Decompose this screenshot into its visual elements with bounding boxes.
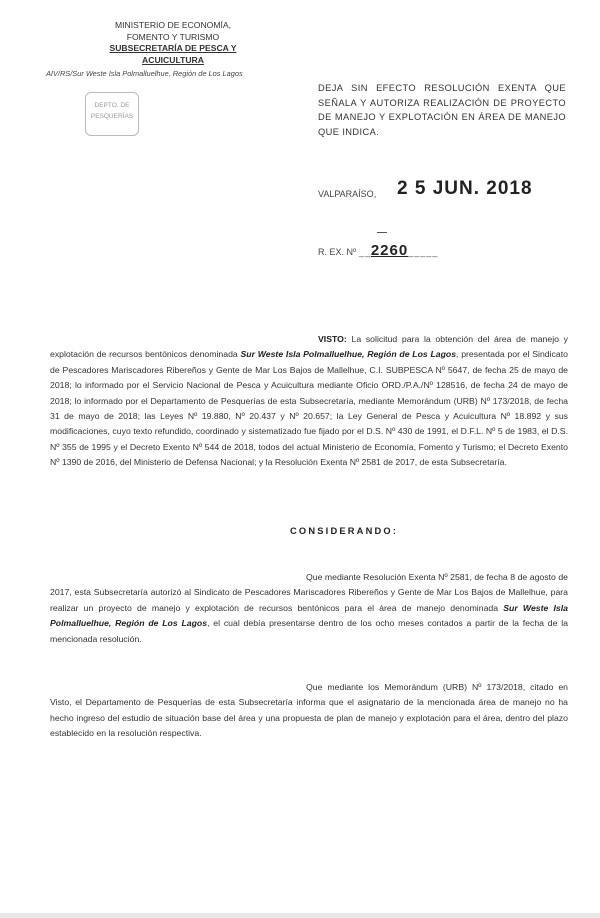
page-edge [0, 913, 600, 918]
considerando-paragraph-2 [50, 680, 568, 742]
considerando-paragraph-1 [50, 570, 568, 647]
number-tick-mark [377, 232, 387, 233]
stamp-line: PESQUERÍAS [90, 113, 134, 120]
place-label: VALPARAÍSO, [318, 189, 377, 199]
ministry-subtitle: FOMENTO Y TURISMO [126, 31, 220, 42]
resolution-title: DEJA SIN EFECTO RESOLUCIÓN EXENTA QUE SEÑALA Y AUTORIZA REALIZACIÓN DE PROYECTO DE MANEJO Y EXPLOTACIÓN EN ÁREA DE MANEJO QUE INDICA. [318, 83, 566, 137]
resolution-number: 2260 [370, 242, 409, 259]
considerando-text-2: Que mediante los Memorándum (URB) Nº 173/2018, citado en Visto, el Departamento de Pesquerías de esta Subsecretaría informa que el asignatario de la mencionada área de manejo no ha hecho ingreso del estudio de situación base del área y una propuesta de plan de manejo y explotación para el área, dentro del plazo establecido en la resolución respectiva. [50, 682, 568, 739]
visto-paragraph [50, 332, 568, 471]
area-name: Sur Weste Isla Polmalluelhue, Región de Los Lagos [50, 602, 569, 629]
considerando-text-1b: , el cual debía presentarse dentro de los ocho meses contados a partir de la fecha de la mencionada resolución. [50, 618, 569, 644]
trailing-dash: _____ [408, 247, 439, 257]
ministry-header [88, 20, 258, 66]
leading-dash: __ [358, 247, 371, 257]
department-stamp [85, 92, 139, 136]
area-name: Sur Weste Isla Polmalluelhue, Región de Los Lagos [240, 349, 457, 360]
subsecretary-name: SUBSECRETARÍA DE PESCA Y ACUICULTURA [109, 43, 237, 65]
considerando-text-1a: Que mediante Resolución Exenta Nº 2581, de fecha 8 de agosto de 2017, esta Subsecretaría autorizó al Sindicato de Pescadores Mariscadores Ribereños y Gente de Mar Los Bajos de Mallelhue, para realizar un proyecto de manejo y explotación de recursos bentónicos para el área de manejo denominada [50, 572, 568, 613]
considerando-heading: CONSIDERANDO: [290, 526, 399, 536]
reference-initials: AIV/RS/Sur Weste Isla Polmalluelhue, Región de Los Lagos [46, 69, 243, 78]
stamp-line: DEPTO. DE [94, 102, 130, 109]
visto-label: VISTO: [318, 334, 347, 344]
resolution-number-line [318, 242, 438, 259]
resolution-date: 2 5 JUN. 2018 [397, 178, 533, 199]
visto-text-1: La solicitud para la obtención del área de manejo y explotación de recursos bentónicos denominada [50, 334, 568, 360]
ministry-name: MINISTERIO DE ECONOMÍA, [114, 20, 232, 30]
resolution-prefix: R. EX. Nº [318, 247, 357, 257]
visto-text-2: , presentada por el Sindicato de Pescadores Mariscadores Ribereños y Gente de Mar Los Bajos de Mallelhue, C.I. SUBPESCA Nº 5647, de fecha 25 de mayo de 2018; lo informado por el Servicio Nacional de Pesca y Acuicultura mediante Oficio ORD./P.A./Nº 128516, de fecha 24 de mayo de 2018; lo informado por el Departamento de Pesquerías de esta Subsecretaría, mediante Memorándum (URB) Nº 173/2018, de fecha 31 de mayo de 2018; las Leyes Nº 19.880, Nº 20.437 y Nº 20.657; la Ley General de Pesca y Acuicultura Nº 18.892 y sus modificaciones, cuyo texto refundido, coordinado y sistematizado fue fijado por el D.S. Nº 430 de 1991, el D.F.L. Nº 5 de 1983, el D.S. Nº 355 de 1995 y el Decreto Exento Nº 544 de 2018, todos del actual Ministerio de Economía, Fomento y Turismo; el Decreto Exento Nº 1390 de 2016, del Ministerio de Defensa Nacional; y la Resolución Exenta Nº 2581 de 2017, de esta Subsecretaría. [50, 349, 568, 468]
